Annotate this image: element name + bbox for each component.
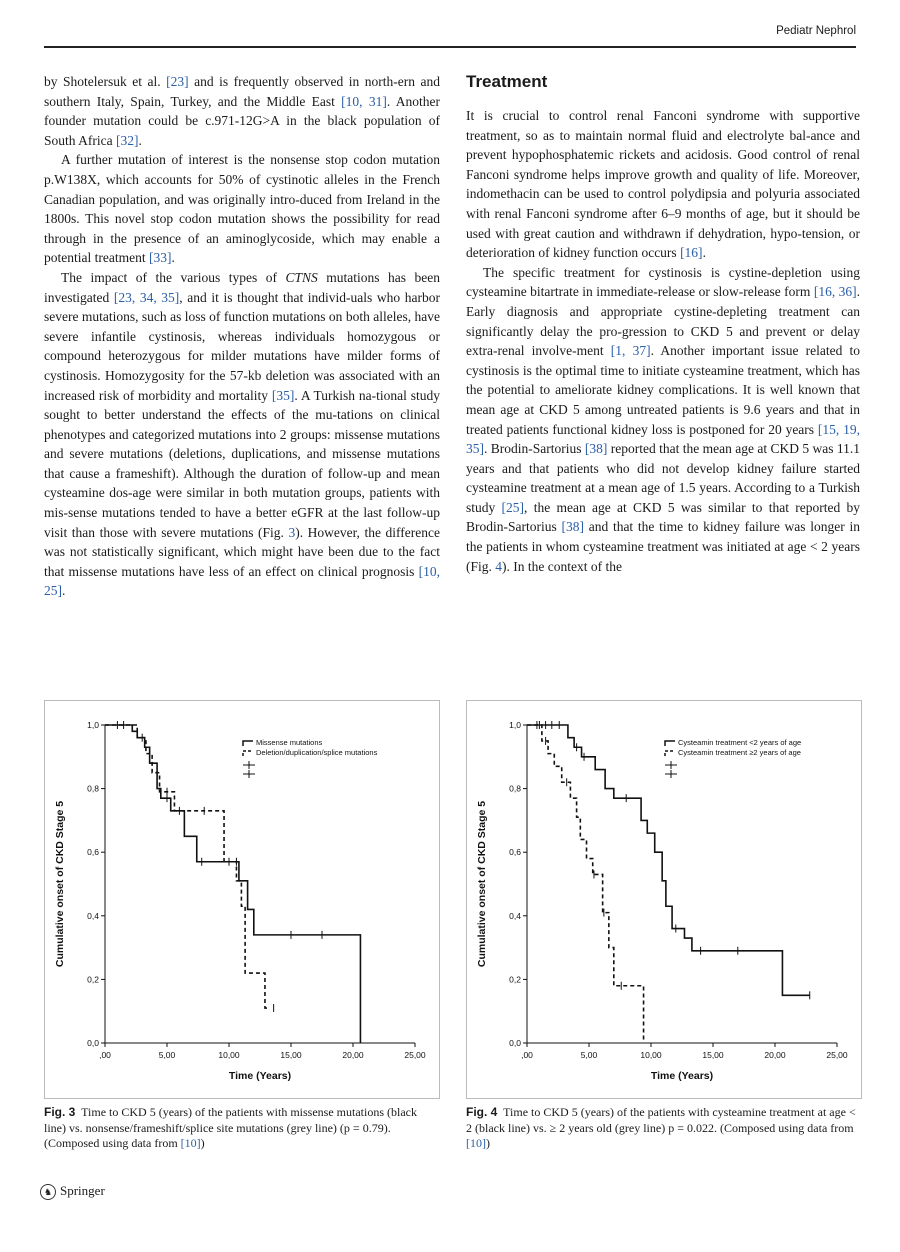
x-tick-label: 5,00	[580, 1050, 598, 1060]
legend-swatch	[665, 751, 675, 756]
y-tick-label: 0,0	[509, 1038, 521, 1048]
text-run: . Brodin-Sartorius	[484, 441, 585, 457]
text-run: ). In the context of the	[502, 558, 622, 574]
citation-link[interactable]: [10, 31]	[341, 93, 387, 109]
legend-label: Deletion/duplication/splice mutations	[256, 748, 378, 757]
x-axis-title: Time (Years)	[650, 1070, 714, 1082]
text-run: The impact of the various types of	[61, 269, 286, 285]
legend-label: Cysteamin treatment ≥2 years of age	[678, 748, 801, 757]
page-footer	[40, 1183, 105, 1200]
text-run: .	[62, 583, 66, 599]
citation-link[interactable]: [10, 25]	[44, 563, 440, 599]
citation-link[interactable]: [38]	[561, 519, 584, 535]
text-run: . Another founder mutation could be c.971-12G>A in the black population of South Africa	[44, 93, 441, 148]
km-plot-fig3	[45, 701, 439, 1098]
left-text-column	[44, 72, 440, 601]
citation-link[interactable]: [23]	[166, 74, 189, 89]
citation-link[interactable]: [33]	[148, 250, 172, 266]
citation-link[interactable]: [10]	[180, 1136, 201, 1150]
x-tick-label: 15,00	[702, 1050, 724, 1060]
y-tick-label: 0,4	[87, 910, 99, 921]
text-run: . Another important issue related to cystinosis is the optimal time to initiate cysteamine treatment, which has the potential to ameliorate kidney complications. It is well known that mean age at CKD 5 among untreated patients is 9.6 years and that in treated patients functional kidney loss is postponed for 20 years	[466, 343, 860, 437]
citation-link[interactable]: [32]	[116, 132, 139, 148]
x-tick-label: 25,00	[404, 1050, 426, 1060]
text-run: The specific treatment for cystinosis is cystine-depletion using cysteamine bitartrate in immediate-release or slow-release form	[466, 264, 860, 300]
x-tick-label: 20,00	[764, 1050, 786, 1060]
text-run: ). However, the difference was not statistically significant, which might have been due to the fact that missense mutations have less of an effect on clinical prognosis	[44, 524, 440, 579]
text-run: , the mean age at CKD 5 was similar to that reported by Brodin-Sartorius	[466, 499, 860, 535]
springer-logo-icon: ♞	[40, 1184, 56, 1200]
figure-link[interactable]: 4	[495, 558, 503, 574]
figure-label: Fig. 3	[44, 1105, 76, 1119]
x-tick-label: ,00	[99, 1050, 111, 1060]
y-tick-label: 1,0	[509, 720, 521, 730]
x-tick-label: 10,00	[218, 1050, 240, 1060]
figure-link[interactable]: 3	[288, 524, 296, 540]
citation-link[interactable]: [10]	[466, 1136, 486, 1150]
text-run: .	[702, 245, 706, 261]
x-tick-label: 20,00	[342, 1050, 364, 1060]
header-divider	[44, 46, 856, 48]
right-text-column	[466, 72, 860, 576]
caption-text: )	[200, 1136, 205, 1150]
text-run: and is frequently observed in north-ern and southern Italy, Spain, Turkey, and the Middle East	[44, 74, 440, 109]
citation-link[interactable]: [38]	[584, 441, 608, 457]
citation-link[interactable]: [25]	[501, 499, 525, 515]
gene-name: CTNS	[285, 269, 318, 285]
paragraph	[44, 268, 440, 601]
y-axis-title: Cumulative onset of CKD Stage 5	[54, 800, 66, 968]
paragraph	[466, 263, 860, 577]
caption-text: Time to CKD 5 (years) of the patients with missense mutations (black line) vs. nonsense/frameshift/splice site mutations (grey line) (p = 0.79). (Composed using data from	[44, 1105, 417, 1150]
series-line-1	[105, 725, 360, 1043]
text-run: mutations has been investigated	[44, 269, 440, 305]
figure-4-caption	[466, 1105, 860, 1152]
y-tick-label: 0,6	[87, 847, 99, 858]
text-run: .	[171, 250, 175, 266]
series-line-2	[105, 725, 269, 1008]
y-tick-label: 0,4	[509, 910, 521, 921]
citation-link[interactable]: [16]	[680, 245, 703, 261]
y-tick-label: 0,2	[87, 974, 99, 985]
legend-label: Cysteamin treatment <2 years of age	[678, 738, 802, 747]
text-run: . A Turkish na-tional study sought to better understand the effects of the mu-tations on clinical phenotypes and categorized mutations into 2 groups: missense mutations and severe mutations (deletions, duplications, and missense mutations that cause a frameshift). Although the duration of follow-up and mean cysteamine dos-age were similar in both mutation groups, patients with mis-sense mutations tended to have a better eGFR at the last follow-up visit than those with severe mutations (Fig.	[44, 387, 440, 540]
y-tick-label: 0,8	[509, 783, 521, 794]
legend-swatch	[665, 741, 675, 746]
text-run: It is crucial to control renal Fanconi syndrome with supportive treatment, so as to maintain normal fluid and electrolyte bal-ance and prevent hypophosphatemic rickets and acidosis. Good control of renal Fanconi syndrome helps improve growth and quality of life. Moreover, indomethacin can be used to control polydipsia and polyuria associated with renal Fanconi syndrome after 6–9 months of age, but it should be used with great caution and withdrawn if dehydration, hypo-tension, or deterioration of kidney function occurs	[466, 108, 860, 261]
caption-text: Time to CKD 5 (years) of the patients with cysteamine treatment at age < 2 (black line) vs. ≥ 2 years old (grey line) p = 0.022. (Composed using data from	[466, 1105, 856, 1135]
x-axis-title: Time (Years)	[228, 1070, 292, 1082]
x-tick-label: 15,00	[280, 1050, 302, 1060]
journal-name: Pediatr Nephrol	[776, 25, 856, 37]
text-run: and that the time to kidney failure was longer in the patients in whom cysteamine treatment was initiated at age < 2 years (Fig.	[466, 519, 860, 574]
text-run: , and it is thought that individ-uals who harbor severe mutations, such as loss of function mutations on both alleles, have severe infantile cystinosis, whereas individuals homozygous or compound heterozygous for milder mutations have milder forms of cystinosis. Homozygosity for the 57-kb deletion was associated with an increased risk of morbidity and mortality	[44, 289, 440, 403]
y-tick-label: 0,8	[87, 783, 99, 794]
running-header	[44, 25, 856, 45]
x-tick-label: 10,00	[640, 1050, 662, 1060]
figure-label: Fig. 4	[466, 1105, 498, 1119]
legend-swatch	[243, 751, 253, 756]
text-run: .	[138, 132, 142, 148]
paragraph	[44, 150, 440, 268]
legend-swatch	[243, 741, 253, 746]
text-run: reported that the mean age at CKD 5 was 11.1 years and that patients who did not develop kidney failure started cysteamine treatment at a mean age of 1.5 years. According to a Turkish study	[466, 441, 861, 515]
citation-link[interactable]: [35]	[271, 387, 295, 403]
citation-link[interactable]: [1, 37]	[610, 343, 651, 359]
citation-link[interactable]: [23, 34, 35]	[113, 289, 180, 305]
section-heading: Treatment	[466, 72, 548, 91]
figure-4	[466, 700, 862, 1099]
series-line-2	[527, 725, 644, 1043]
text-run: by Shotelersuk et al.	[44, 74, 167, 89]
y-tick-label: 0,6	[509, 847, 521, 858]
figure-3	[44, 700, 440, 1099]
y-tick-label: 0,2	[509, 974, 521, 985]
citation-link[interactable]: [15, 19, 35]	[466, 421, 860, 457]
x-tick-label: 5,00	[158, 1050, 176, 1060]
paragraph	[44, 72, 440, 150]
caption-text: )	[486, 1136, 490, 1150]
km-plot-fig4	[467, 701, 861, 1098]
publisher-name: Springer	[60, 1183, 105, 1198]
x-tick-label: 25,00	[826, 1050, 848, 1060]
y-axis-title: Cumulative onset of CKD Stage 5	[476, 800, 488, 968]
paragraph	[466, 106, 860, 263]
series-line-1	[527, 725, 810, 995]
y-tick-label: 1,0	[87, 720, 99, 730]
legend-label: Missense mutations	[256, 738, 323, 747]
citation-link[interactable]: [16, 36]	[813, 284, 857, 300]
y-tick-label: 0,0	[87, 1038, 99, 1048]
text-run: . Early diagnosis and appropriate cystine-depleting treatment can significantly delay the pro-gression to CKD 5 and prevent or delay extra-renal involve-ment	[466, 284, 860, 359]
x-tick-label: ,00	[521, 1050, 533, 1060]
text-run: A further mutation of interest is the nonsense stop codon mutation p.W138X, which accounts for 50% of cystinotic alleles in the French Canadian population, and was originally intro-duced from Ireland in the 1800s. This novel stop codon mutation shows the possibility for read through in the presence of an aminoglycoside, which may enable a potential treatment	[44, 152, 440, 266]
figure-3-caption	[44, 1105, 440, 1152]
